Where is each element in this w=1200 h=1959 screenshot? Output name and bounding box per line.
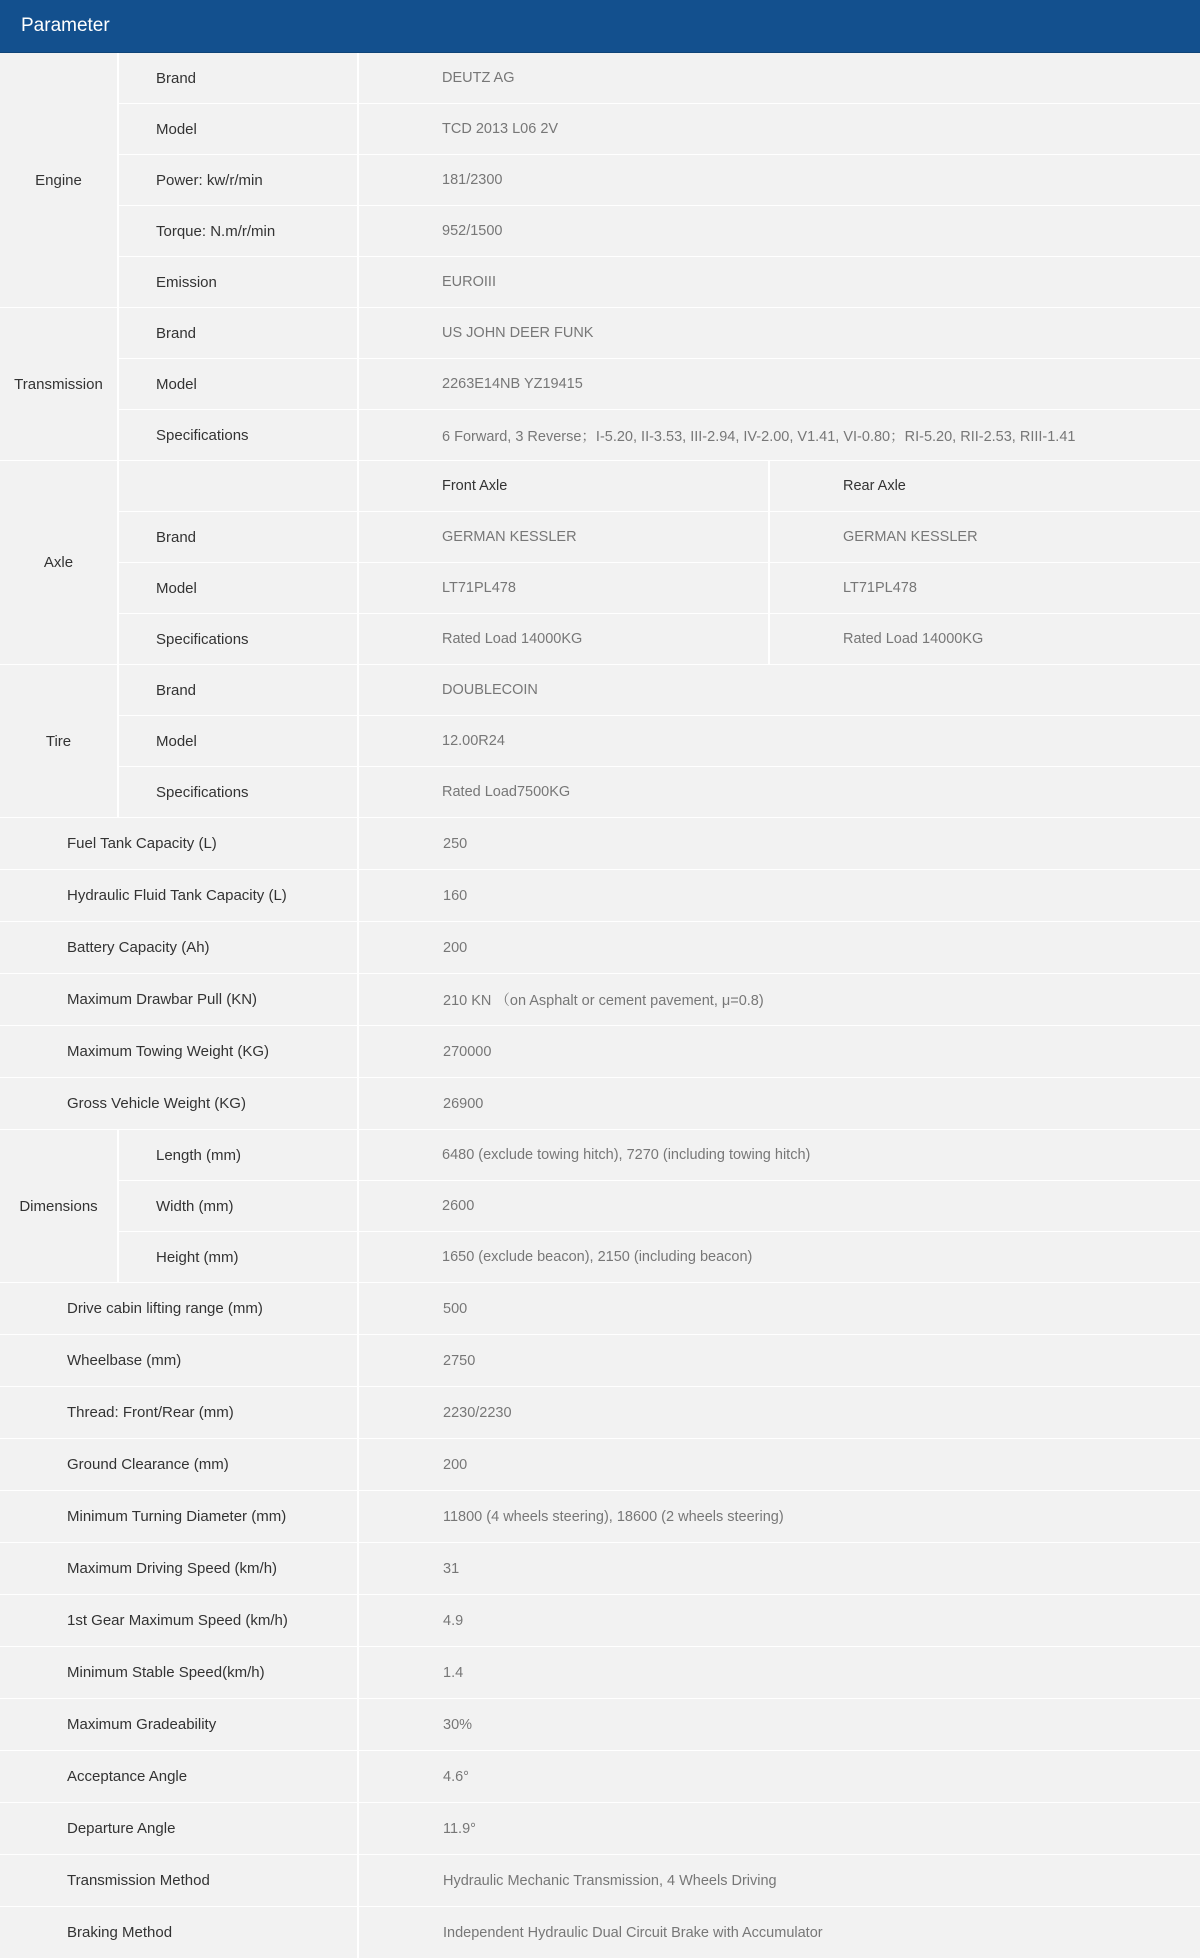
row-label: Length (mm) — [119, 1130, 359, 1180]
row-label: Fuel Tank Capacity (L) — [0, 818, 359, 869]
row-value: 500 — [443, 1300, 468, 1317]
table-row — [0, 1595, 1200, 1647]
row-label: Brand — [119, 308, 359, 358]
axle-header-row — [119, 461, 1200, 512]
row-value: 1650 (exclude beacon), 2150 (including beacon) — [442, 1249, 753, 1265]
row-label: Battery Capacity (Ah) — [0, 922, 359, 973]
row-label: Model — [119, 359, 359, 409]
parameter-header — [0, 0, 1200, 53]
row-value: 4.6° — [443, 1768, 469, 1785]
table-row — [0, 1078, 1200, 1130]
table-row — [0, 1751, 1200, 1803]
table-row — [119, 512, 1200, 563]
row-label: Wheelbase (mm) — [0, 1335, 359, 1386]
row-label: Thread: Front/Rear (mm) — [0, 1387, 359, 1438]
table-row — [0, 1803, 1200, 1855]
table-row — [119, 308, 1200, 359]
row-label: Model — [119, 104, 359, 154]
table-row — [0, 818, 1200, 870]
row-label: Specifications — [119, 767, 359, 817]
row-value: 6 Forward, 3 Reverse；I-5.20, II-3.53, III-2.94, IV-2.00, V1.41, VI-0.80；RI-5.20, RII-2.53, RIII-1.41 — [442, 428, 1076, 445]
table-row — [0, 974, 1200, 1026]
row-value: 26900 — [443, 1095, 484, 1112]
row-label: Model — [119, 716, 359, 766]
row-value: 2600 — [442, 1198, 475, 1214]
row-value: EUROIII — [442, 274, 496, 290]
front-axle-value: Rated Load 14000KG — [359, 614, 770, 664]
row-value: DEUTZ AG — [442, 70, 515, 86]
table-row — [0, 1026, 1200, 1078]
row-value: 31 — [443, 1560, 460, 1577]
table-row — [0, 922, 1200, 974]
row-label: Braking Method — [0, 1907, 359, 1958]
row-value: 181/2300 — [442, 172, 503, 188]
rear-axle-header: Rear Axle — [843, 478, 906, 494]
group-label-tire: Tire — [0, 665, 119, 817]
row-value: 200 — [443, 1456, 468, 1473]
row-value: 4.9 — [443, 1612, 464, 1629]
table-row — [0, 1387, 1200, 1439]
rear-axle-value: Rated Load 14000KG — [843, 631, 984, 647]
table-row — [119, 206, 1200, 257]
row-label: Specifications — [119, 614, 359, 664]
row-label: Minimum Stable Speed(km/h) — [0, 1647, 359, 1698]
group-label-engine: Engine — [0, 53, 119, 307]
table-row — [119, 104, 1200, 155]
row-value: TCD 2013 L06 2V — [442, 121, 559, 137]
row-value: 952/1500 — [442, 223, 503, 239]
row-label: Hydraulic Fluid Tank Capacity (L) — [0, 870, 359, 921]
table-row — [119, 155, 1200, 206]
dimensions-group — [0, 1130, 1200, 1283]
row-label: Emission — [119, 257, 359, 307]
table-row — [119, 359, 1200, 410]
tire-group — [0, 665, 1200, 818]
row-value: 200 — [443, 939, 468, 956]
row-value: 2750 — [443, 1352, 476, 1369]
row-label: Gross Vehicle Weight (KG) — [0, 1078, 359, 1129]
rear-axle-value: LT71PL478 — [843, 580, 917, 596]
row-value: 250 — [443, 835, 468, 852]
row-value: DOUBLECOIN — [442, 682, 538, 698]
table-row — [119, 767, 1200, 817]
row-label: Maximum Towing Weight (KG) — [0, 1026, 359, 1077]
row-label: Brand — [119, 53, 359, 103]
table-row — [119, 410, 1200, 460]
table-row — [119, 1232, 1200, 1282]
row-label: Maximum Driving Speed (km/h) — [0, 1543, 359, 1594]
table-row — [119, 53, 1200, 104]
row-value: US JOHN DEER FUNK — [442, 325, 594, 341]
front-axle-value: LT71PL478 — [359, 563, 770, 613]
group-label-dimensions: Dimensions — [0, 1130, 119, 1282]
table-row — [0, 1647, 1200, 1699]
table-row — [0, 1283, 1200, 1335]
table-row — [119, 665, 1200, 716]
row-label: Minimum Turning Diameter (mm) — [0, 1491, 359, 1542]
table-row — [0, 1907, 1200, 1959]
row-value: 11800 (4 wheels steering), 18600 (2 wheels steering) — [443, 1508, 784, 1525]
row-label: Specifications — [119, 410, 359, 460]
row-label: Ground Clearance (mm) — [0, 1439, 359, 1490]
row-value: 1.4 — [443, 1664, 464, 1681]
row-label: Acceptance Angle — [0, 1751, 359, 1802]
row-label: Model — [119, 563, 359, 613]
transmission-group — [0, 308, 1200, 461]
row-value: 30% — [443, 1716, 473, 1733]
row-label: Drive cabin lifting range (mm) — [0, 1283, 359, 1334]
row-value: 2263E14NB YZ19415 — [442, 376, 583, 392]
row-value: 12.00R24 — [442, 733, 505, 749]
row-value: 11.9° — [443, 1820, 476, 1837]
row-value: 2230/2230 — [443, 1404, 512, 1421]
row-value: Independent Hydraulic Dual Circuit Brake with Accumulator — [443, 1924, 823, 1941]
row-label: Transmission Method — [0, 1855, 359, 1906]
table-row — [0, 1335, 1200, 1387]
row-label: Departure Angle — [0, 1803, 359, 1854]
table-row — [119, 1130, 1200, 1181]
front-axle-header: Front Axle — [359, 461, 770, 511]
table-row — [0, 1543, 1200, 1595]
row-label: Torque: N.m/r/min — [119, 206, 359, 256]
row-label: Height (mm) — [119, 1232, 359, 1282]
rear-axle-value: GERMAN KESSLER — [843, 529, 978, 545]
page-title: Parameter — [21, 15, 110, 36]
row-value: 270000 — [443, 1043, 492, 1060]
row-value: 160 — [443, 887, 468, 904]
table-row — [0, 1699, 1200, 1751]
table-row — [0, 1439, 1200, 1491]
row-value: 210 KN （on Asphalt or cement pavement, μ=0.8) — [443, 993, 764, 1009]
row-value: 6480 (exclude towing hitch), 7270 (including towing hitch) — [442, 1147, 811, 1163]
row-label: Width (mm) — [119, 1181, 359, 1231]
row-label: Maximum Drawbar Pull (KN) — [0, 974, 359, 1025]
table-row — [0, 870, 1200, 922]
table-row — [0, 1855, 1200, 1907]
table-row — [119, 563, 1200, 614]
group-label-axle: Axle — [0, 461, 119, 664]
row-value: Hydraulic Mechanic Transmission, 4 Wheels Driving — [443, 1872, 777, 1889]
table-row — [119, 614, 1200, 664]
row-label-empty — [119, 461, 359, 511]
group-label-transmission: Transmission — [0, 308, 119, 460]
axle-group — [0, 461, 1200, 665]
row-label: Maximum Gradeability — [0, 1699, 359, 1750]
table-row — [119, 1181, 1200, 1232]
table-row — [0, 1491, 1200, 1543]
engine-group — [0, 53, 1200, 308]
front-axle-value: GERMAN KESSLER — [359, 512, 770, 562]
table-row — [119, 716, 1200, 767]
table-row — [119, 257, 1200, 307]
row-label: Brand — [119, 665, 359, 715]
row-label: Power: kw/r/min — [119, 155, 359, 205]
row-label: Brand — [119, 512, 359, 562]
row-label: 1st Gear Maximum Speed (km/h) — [0, 1595, 359, 1646]
row-value: Rated Load7500KG — [442, 784, 571, 800]
